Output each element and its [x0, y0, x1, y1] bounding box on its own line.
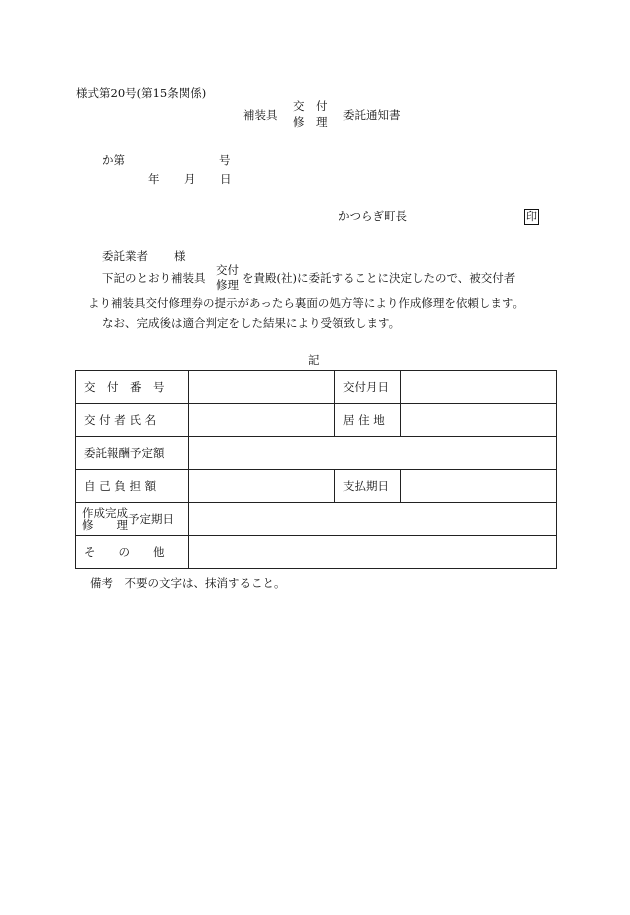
- title-suffix: 委託通知書: [343, 108, 401, 122]
- completion-suffix: 予定期日: [128, 512, 174, 526]
- ki-heading: 記: [308, 353, 320, 367]
- body-line1-options: [216, 265, 239, 291]
- value-fee-amount[interactable]: [189, 437, 557, 470]
- title-option-repair: 修 理: [293, 114, 328, 129]
- value-payment-date[interactable]: [401, 470, 557, 503]
- table-row: [76, 536, 557, 569]
- table-row: [76, 470, 557, 503]
- remarks-note: 備考 不要の文字は、抹消すること。: [90, 576, 286, 590]
- value-delivery-date[interactable]: [401, 371, 557, 404]
- table-row: [76, 371, 557, 404]
- completion-option-repair: 修 理: [82, 518, 128, 532]
- title-options: [293, 101, 328, 128]
- label-delivery-date: 交付月日: [335, 371, 401, 404]
- completion-options: [82, 507, 128, 531]
- body-line1-after: を貴殿(社)に委託することに決定したので、被交付者: [242, 271, 516, 285]
- record-table: [75, 370, 557, 569]
- label-recipient-name: 交 付 者 氏 名: [76, 404, 189, 437]
- table-row: [76, 437, 557, 470]
- label-address: 居 住 地: [335, 404, 401, 437]
- label-self-pay: 自 己 負 担 額: [76, 470, 189, 503]
- seal-mark: 印: [526, 210, 537, 223]
- label-completion-date: [76, 503, 189, 536]
- doc-number-prefix: か第: [102, 153, 125, 167]
- addressee-honorific: 様: [174, 249, 186, 263]
- value-delivery-number[interactable]: [189, 371, 335, 404]
- issuer-name: かつらぎ町長: [338, 209, 407, 223]
- doc-number-suffix: 号: [219, 153, 231, 167]
- value-completion-date[interactable]: [189, 503, 557, 536]
- body-option-repair: 修理: [216, 277, 239, 292]
- title-option-delivery: 交 付: [293, 99, 328, 113]
- completion-option-create: 作成完成: [82, 505, 128, 520]
- title-prefix: 補装具: [243, 108, 278, 122]
- label-payment-date: 支払期日: [335, 470, 401, 503]
- date-month: 月: [184, 172, 196, 186]
- value-recipient-name[interactable]: [189, 404, 335, 437]
- form-number: 様式第20号(第15条関係): [76, 86, 207, 100]
- body-line3: なお、完成後は適合判定をした結果により受領致します。: [102, 316, 401, 330]
- label-other: そ の 他: [76, 536, 189, 569]
- date-day: 日: [220, 172, 232, 186]
- body-option-delivery: 交付: [216, 263, 239, 277]
- label-delivery-number: 交 付 番 号: [76, 371, 189, 404]
- table-row: [76, 503, 557, 536]
- value-other[interactable]: [189, 536, 557, 569]
- label-fee-amount: 委託報酬予定額: [76, 437, 189, 470]
- body-line2: より補装具交付修理券の提示があったら裏面の処方等により作成修理を依頼します。: [88, 296, 524, 310]
- value-self-pay[interactable]: [189, 470, 335, 503]
- date-year: 年: [148, 172, 160, 186]
- table-row: [76, 404, 557, 437]
- value-address[interactable]: [401, 404, 557, 437]
- body-line1-before: 下記のとおり補装具: [102, 271, 206, 285]
- addressee-label: 委託業者: [102, 249, 148, 263]
